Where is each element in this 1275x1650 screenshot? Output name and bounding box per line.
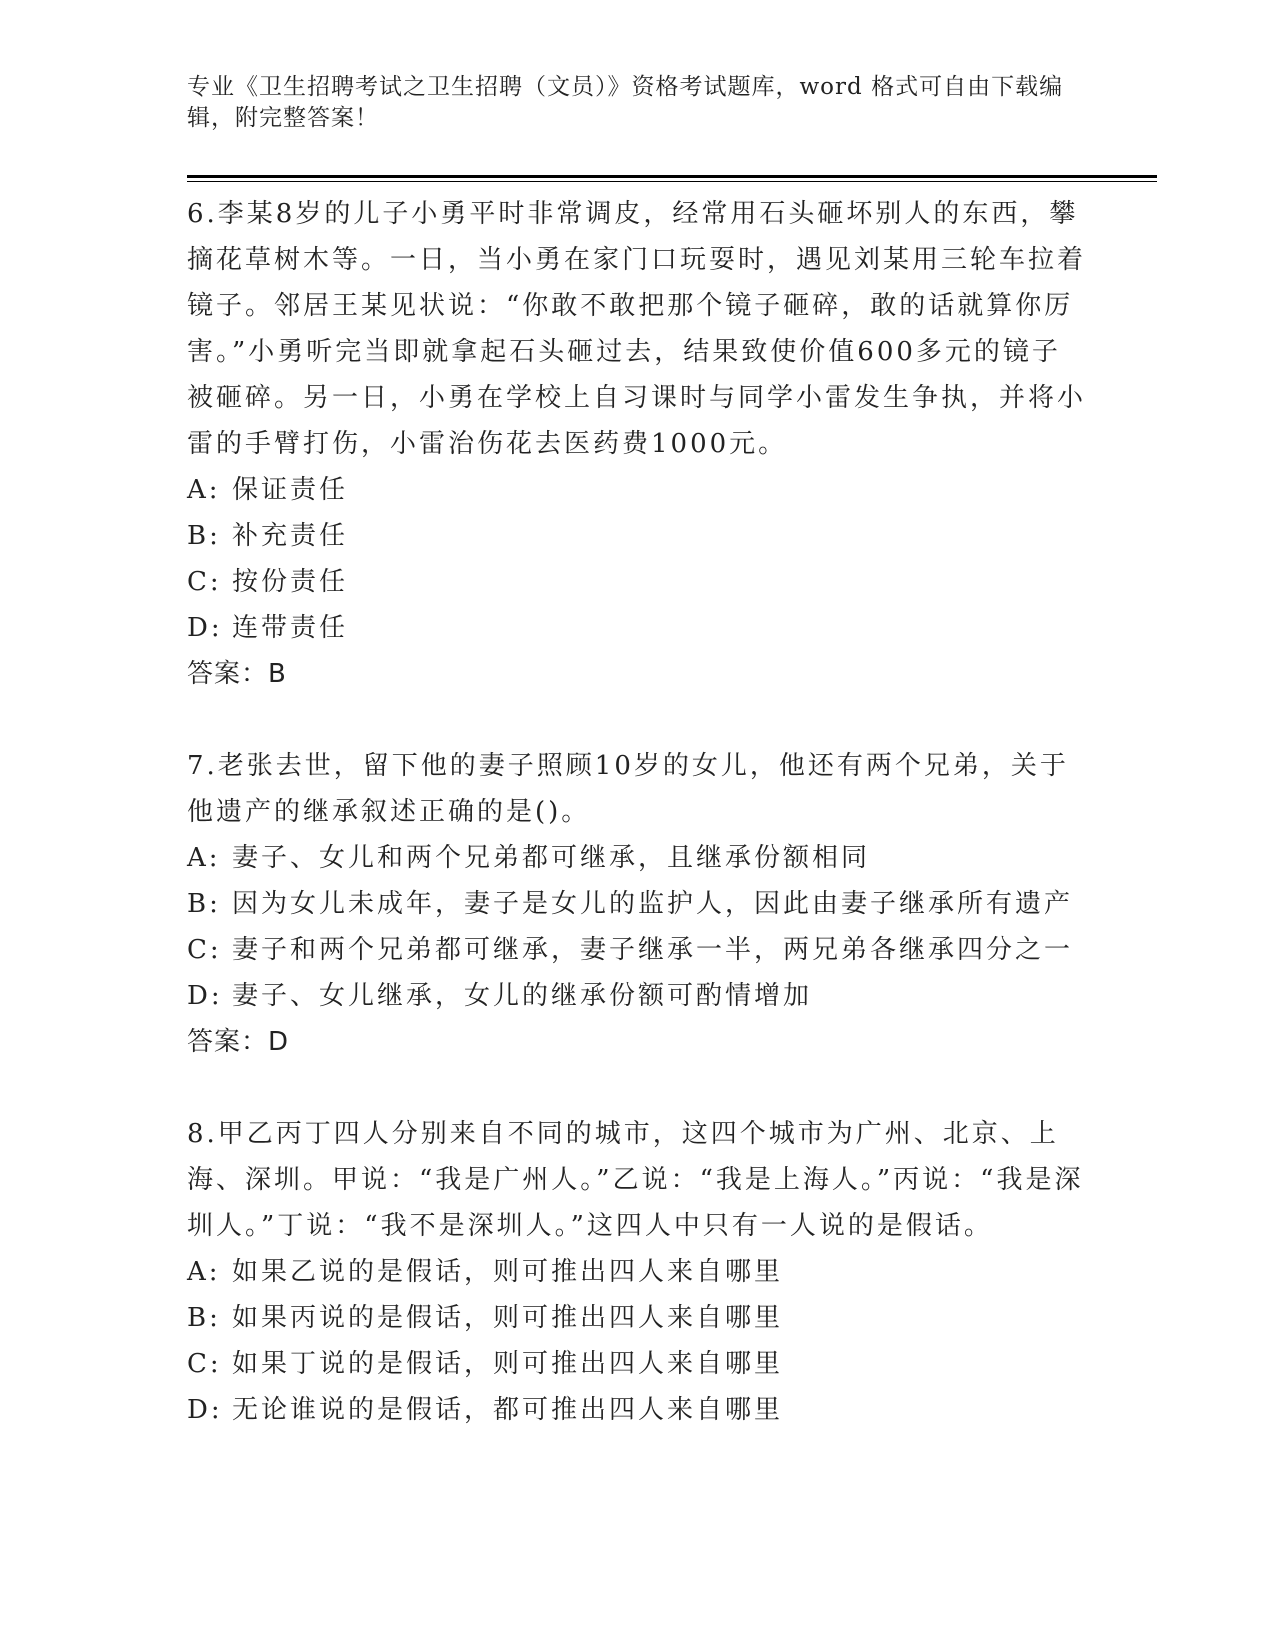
option-label: C: xyxy=(187,567,222,597)
question-6 xyxy=(187,191,1087,697)
option-d xyxy=(187,605,1087,651)
option-c xyxy=(187,559,1087,605)
option-text: 保证责任 xyxy=(232,475,349,505)
option-text: 补充责任 xyxy=(232,521,349,551)
question-8 xyxy=(187,1111,1087,1433)
option-b xyxy=(187,513,1087,559)
option-text: 按份责任 xyxy=(232,567,349,597)
option-d xyxy=(187,973,1087,1019)
header-rule-thick xyxy=(187,175,1157,178)
option-text: 因为女儿未成年，妻子是女儿的监护人，因此由妻子继承所有遗产 xyxy=(232,889,1074,919)
option-label: B: xyxy=(187,521,221,551)
option-label: B: xyxy=(187,1303,221,1333)
option-d xyxy=(187,1387,1087,1433)
question-text: 6.李某8岁的儿子小勇平时非常调皮，经常用石头砸坏别人的东西，攀摘花草树木等。一日，当小勇在家门口玩耍时，遇见刘某用三轮车拉着镜子。邻居王某见状说：“你敢不敢把那个镜子砸碎，敢的话就算你厉害。”小勇听完当即就拿起石头砸过去，结果致使价值600多元的镜子被砸碎。另一日，小勇在学校上自习课时与同学小雷发生争执，并将小雷的手臂打伤，小雷治伤花去医药费1000元。 xyxy=(187,199,1087,459)
question-list xyxy=(187,191,1087,1479)
option-text: 妻子、女儿继承，女儿的继承份额可酌情增加 xyxy=(232,981,813,1011)
answer: 答案：D xyxy=(187,1027,290,1057)
option-c xyxy=(187,927,1087,973)
question-text: 8.甲乙丙丁四人分别来自不同的城市，这四个城市为广州、北京、上海、深圳。甲说：“我是广州人。”乙说：“我是上海人。”丙说：“我是深圳人。”丁说：“我不是深圳人。”这四人中只有一人说的是假话。 xyxy=(187,1119,1084,1241)
option-label: A: xyxy=(187,843,221,873)
option-text: 如果丁说的是假话，则可推出四人来自哪里 xyxy=(232,1349,784,1379)
option-b xyxy=(187,881,1087,927)
option-c xyxy=(187,1341,1087,1387)
header-rule-thin xyxy=(187,181,1157,182)
option-b xyxy=(187,1295,1087,1341)
question-7 xyxy=(187,743,1087,1065)
option-label: D: xyxy=(187,981,223,1011)
option-a xyxy=(187,467,1087,513)
option-label: A: xyxy=(187,1257,221,1287)
option-a xyxy=(187,835,1087,881)
option-label: C: xyxy=(187,935,222,965)
option-text: 妻子和两个兄弟都可继承，妻子继承一半，两兄弟各继承四分之一 xyxy=(232,935,1074,965)
answer: 答案：B xyxy=(187,659,287,689)
question-text: 7.老张去世，留下他的妻子照顾10岁的女儿，他还有两个兄弟，关于他遗产的继承叙述正确的是()。 xyxy=(187,751,1069,827)
option-text: 如果乙说的是假话，则可推出四人来自哪里 xyxy=(232,1257,784,1287)
option-text: 连带责任 xyxy=(232,613,349,643)
document-header: 专业《卫生招聘考试之卫生招聘（文员）》资格考试题库，word 格式可自由下载编辑，附完整答案！ xyxy=(187,74,1064,131)
option-label: A: xyxy=(187,475,221,505)
option-label: D: xyxy=(187,613,223,643)
option-text: 无论谁说的是假话，都可推出四人来自哪里 xyxy=(232,1395,784,1425)
option-text: 如果丙说的是假话，则可推出四人来自哪里 xyxy=(232,1303,784,1333)
option-text: 妻子、女儿和两个兄弟都可继承，且继承份额相同 xyxy=(232,843,871,873)
option-label: C: xyxy=(187,1349,222,1379)
option-label: B: xyxy=(187,889,221,919)
option-a xyxy=(187,1249,1087,1295)
option-label: D: xyxy=(187,1395,223,1425)
